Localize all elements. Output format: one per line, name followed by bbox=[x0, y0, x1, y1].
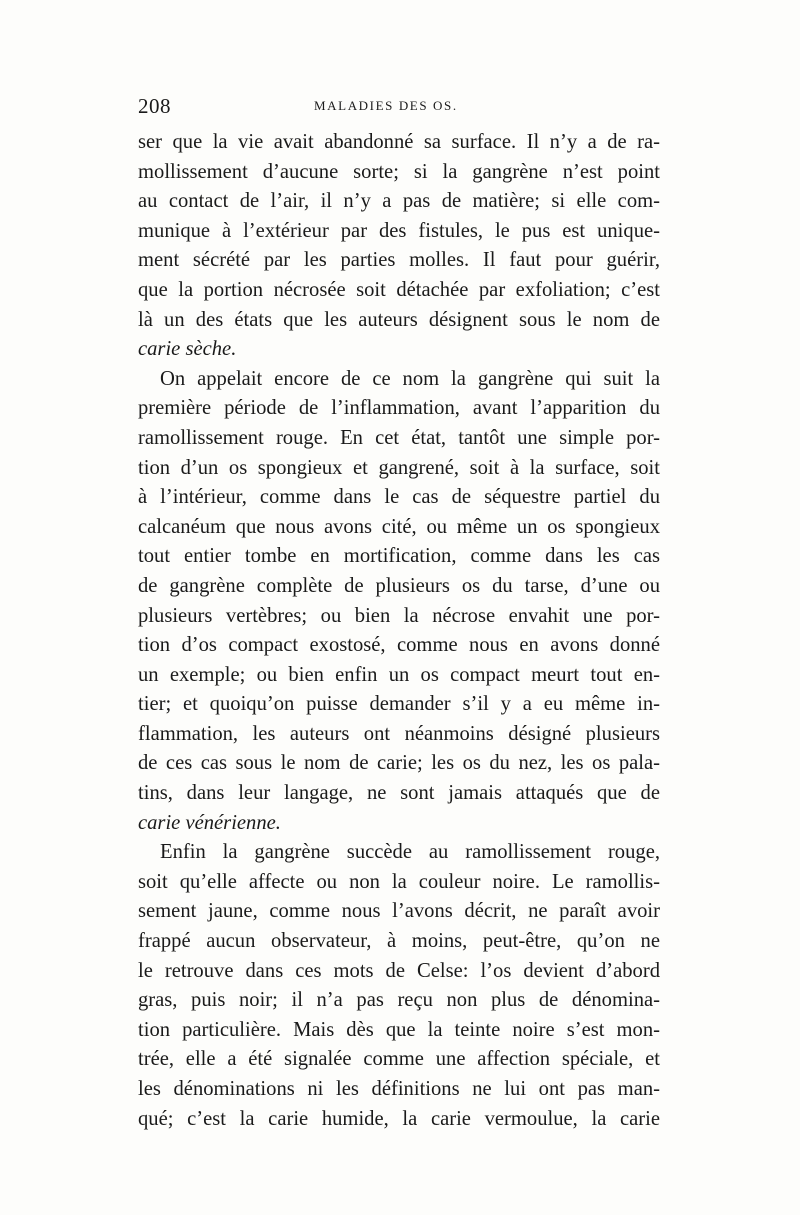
text-line: On appelait encore de ce nom la gangrène qui suit la bbox=[160, 367, 660, 390]
text-line: à l’intérieur, comme dans le cas de séquestre partiel du bbox=[138, 486, 660, 509]
text-line bbox=[138, 809, 660, 839]
text-line: de gangrène complète de plusieurs os du tarse, d’une ou bbox=[138, 574, 660, 597]
text-line: tion particulière. Mais dès que la teinte noire s’est mon- bbox=[138, 1018, 660, 1041]
italic-term: carie vénérienne. bbox=[138, 811, 281, 834]
text-line: sement jaune, comme nous l’avons décrit, ne paraît avoir bbox=[138, 900, 660, 923]
text-line: tion d’un os spongieux et gangrené, soit à la surface, soit bbox=[138, 456, 660, 479]
text-line: de ces cas sous le nom de carie; les os du nez, les os pala- bbox=[138, 752, 660, 775]
page-number: 208 bbox=[138, 94, 171, 118]
text-line: frappé aucun observateur, à moins, peut-être, qu’on ne bbox=[138, 930, 660, 953]
text-line: tout entier tombe en mortification, comme dans les cas bbox=[138, 545, 660, 568]
text-line: mollissement d’aucune sorte; si la gangrène n’est point bbox=[138, 160, 660, 183]
text-line: un exemple; ou bien enfin un os compact meurt tout en- bbox=[138, 663, 660, 686]
text-line: soit qu’elle affecte ou non la couleur noire. Le ramollis- bbox=[138, 870, 660, 893]
text-line: trée, elle a été signalée comme une affection spéciale, et bbox=[138, 1048, 660, 1071]
text-line: ser que la vie avait abandonné sa surface. Il n’y a de ra- bbox=[138, 131, 660, 153]
text-line: flammation, les auteurs ont néanmoins désigné plusieurs bbox=[138, 722, 660, 745]
text-line: qué; c’est la carie humide, la carie vermoulue, la carie bbox=[138, 1107, 660, 1130]
text-line: les dénominations ni les définitions ne lui ont pas man- bbox=[138, 1078, 660, 1100]
page-header bbox=[138, 94, 658, 124]
text-line: le retrouve dans ces mots de Celse: l’os devient d’abord bbox=[138, 959, 660, 982]
text-line: ramollissement rouge. En cet état, tantôt une simple por- bbox=[138, 426, 660, 449]
text-line: calcanéum que nous avons cité, ou même un os spongieux bbox=[138, 515, 660, 538]
italic-term: carie sèche. bbox=[138, 338, 237, 361]
text-line: première période de l’inflammation, avant l’apparition du bbox=[138, 397, 660, 420]
text-line: que la portion nécrosée soit détachée par exfoliation; c’est bbox=[138, 278, 660, 301]
text-line: munique à l’extérieur par des fistules, le pus est unique- bbox=[138, 219, 660, 242]
paragraph-1 bbox=[138, 128, 660, 365]
text-line: Enfin la gangrène succède au ramollissement rouge, bbox=[160, 841, 660, 864]
paragraph-2 bbox=[138, 365, 660, 839]
running-head: MALADIES DES OS. bbox=[314, 98, 458, 113]
text-line: ment sécrété par les parties molles. Il faut pour guérir, bbox=[138, 249, 660, 272]
text-line: tion d’os compact exostosé, comme nous en avons donné bbox=[138, 634, 660, 657]
text-line: tins, dans leur langage, ne sont jamais attaqués que de bbox=[138, 782, 660, 805]
paragraph-3 bbox=[138, 838, 660, 1134]
body-text bbox=[138, 128, 660, 1134]
text-line: là un des états que les auteurs désignent sous le nom de bbox=[138, 308, 660, 331]
text-line: tier; et quoiqu’on puisse demander s’il y a eu même in- bbox=[138, 693, 660, 716]
text-line: gras, puis noir; il n’a pas reçu non plus de dénomina- bbox=[138, 989, 660, 1012]
text-line: au contact de l’air, il n’y a pas de matière; si elle com- bbox=[138, 190, 660, 213]
text-line bbox=[138, 335, 660, 365]
text-line: plusieurs vertèbres; ou bien la nécrose envahit une por- bbox=[138, 604, 660, 627]
